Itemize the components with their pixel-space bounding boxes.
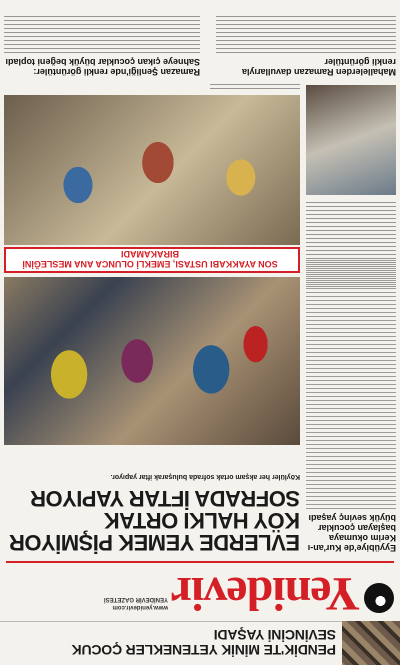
body-text [210,81,300,89]
banner-photo [342,621,400,665]
story-photo [4,95,300,245]
story-headline: Ramazan Şenliği'nde renkli görüntüler: Sahneye çıkan çocuklar büyük beğeni topladı [5,57,200,77]
side-column [306,259,396,553]
lead-photo [4,277,300,445]
body-text [4,13,200,53]
lead-deck: Köylüler her akşam ortak sofrada buluşarak iftar yapıyor. [110,473,300,480]
side-photo [306,85,396,195]
boxed-headline-text: SON AYAKKABI USTASI, EMEKLİ OLUNCA ANA MESLEĞİNİ BIRAKAMADI [22,249,278,269]
masthead-meta-line: www.yenidevir.com [112,604,168,610]
masthead-meta-line: YENİDEVİR GAZETESİ [103,596,168,602]
newspaper-logo: Yenidevir [171,567,360,620]
body-text [306,199,396,287]
lead-headline: EVLERDE YEMEK PİŞMİYOR KÖY HALKI ORTAK SOFRADA İFTAR YAPIYOR [9,486,300,555]
boxed-headline [4,247,300,273]
story-mahalle [216,13,396,77]
masthead-rule [6,561,394,563]
body-text [216,13,396,53]
side-body-text [306,259,396,509]
masthead [0,557,400,619]
story-headline: Mahallelerden Ramazan davullarıyla renkli görüntüler [241,57,396,77]
logo-mark-icon [364,583,394,613]
lead-story [4,472,300,553]
side-headline: Eyyübiye'de Kur'an-ı Kerim okumaya başlayan çocuklar büyük sevinç yaşadı [307,513,396,553]
story-senlik [4,13,200,77]
masthead-meta [8,595,168,611]
top-banner [0,621,400,665]
banner-headline: PENDİK'TE MİNİK YETENEKLER ÇOCUK SEVİNCİNİ YAŞADI [71,627,336,658]
